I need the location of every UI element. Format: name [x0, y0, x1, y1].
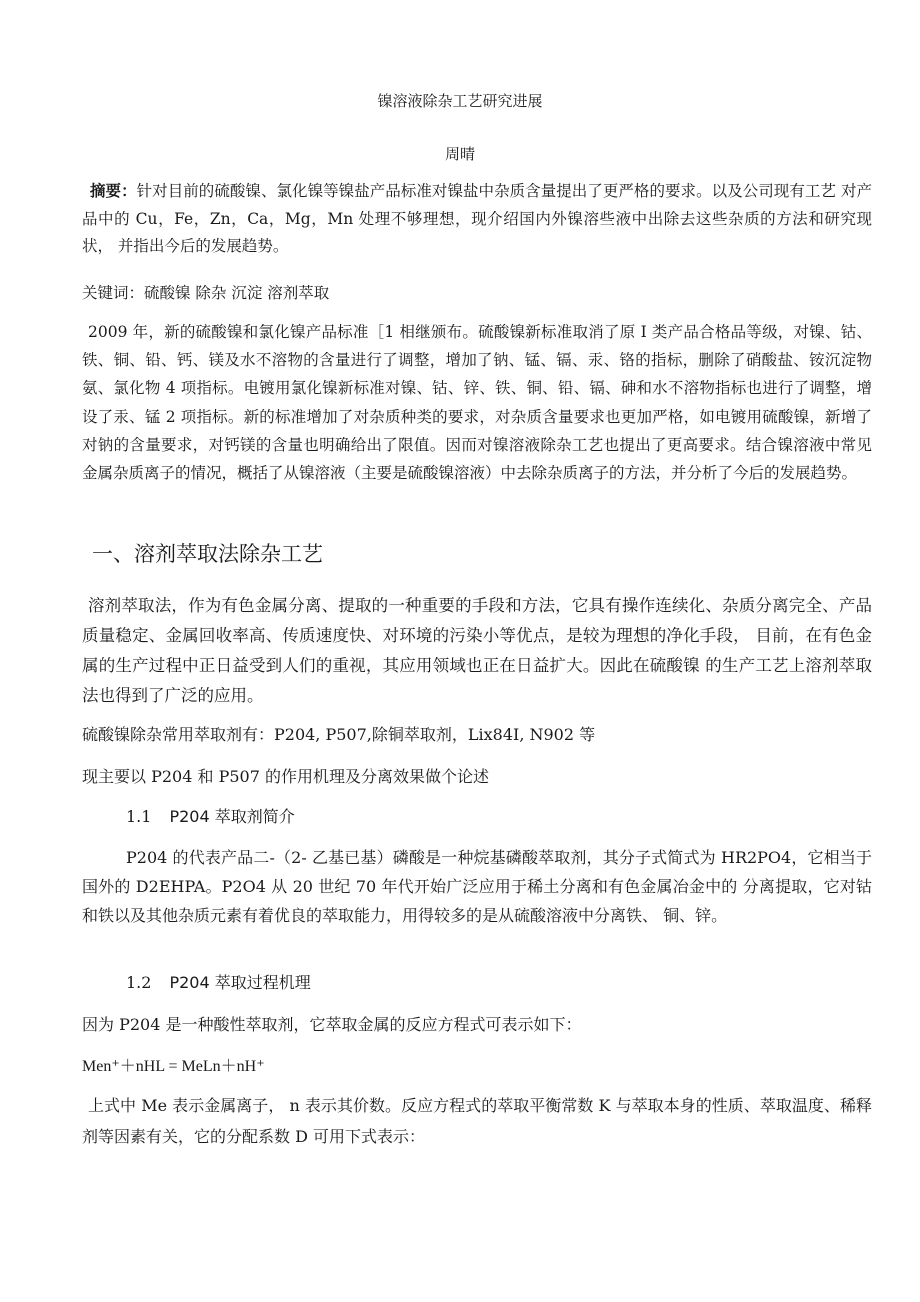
extractants-line: 硫酸镍除杂常用萃取剂有：P204, P507,除铜萃取剂，Lix84I, N902 等 — [82, 725, 596, 744]
section-1-heading: 一、溶剂萃取法除杂工艺 — [92, 542, 323, 566]
subsection-title: P204 萃取过程机理 — [169, 973, 311, 992]
abstract-paragraph — [82, 178, 872, 261]
subsection-1-2-heading — [126, 970, 311, 993]
keywords-line: 关键词：硫酸镍 除杂 沉淀 溶剂萃取 — [82, 284, 330, 302]
subsection-number: 1.1 — [126, 807, 152, 826]
section-1-paragraph: 溶剂萃取法，作为有色金属分离、提取的一种重要的手段和方法，它具有操作连续化、杂质分离完全、产品质量稳定、金属回收率高、传质速度快、对环境的污染小等优点，是较为理想的净化手段， 目前，在有色金属的生产过程中正日益受到人们的重视，其应用领域也正在日益扩大。因此在硫酸镍 的生产工艺上溶剂萃取法也得到了广泛的应用。 — [82, 596, 872, 705]
author-name: 周晴 — [444, 145, 475, 163]
intro-paragraph: 2009 年，新的硫酸镍和氯化镍产品标准［1 相继颁布。硫酸镍新标准取消了原 I 类产品合格品等级，对镍、钴、 铁、铜、铅、钙、镁及水不溶物的含量进行了调整，增加了钠、锰、镉、汞、铬的指标，删除了硝酸盐、铵沉淀物 氨、氯化物 4 项指标。电镀用氯化镍新标准对镍、钴、锌、铁、铜、铅、镉、砷和水不溶物指标也进行了调整，增 设了汞、锰 2 项指标。新的标准增加了对杂质种类的要求，对杂质含量要求也更加严格，如电镀用硫酸镍，新增了 对钠的含量要求，对钙镁的含量也明确给出了限值。因而对镍溶液除杂工艺也提出了更高要求。结合镍溶液中常见 金属杂质离子的情况，概括了从镍溶液（主要是硫酸镍溶液）中去除杂质离子的方法，并分析了今后的发展趋势。 — [82, 323, 872, 483]
abstract-label: 摘要： — [90, 182, 137, 200]
subsection-number: 1.2 — [126, 973, 152, 992]
reaction-formula: Men⁺＋nHL = MeLn＋nH⁺ — [82, 1058, 265, 1075]
mechanism-intro-line: 现主要以 P204 和 P507 的作用机理及分离效果做个论述 — [82, 767, 489, 786]
p204-intro-paragraph: P204 的代表产品二-（2- 乙基已基）磷酸是一种烷基磷酸萃取剂，其分子式简式为 HR2PO4，它相当于国外的 D2EHPA。P2O4 从 20 世纪 70 年代开始广泛应用于稀土分离和有色金属冶金中的 分离提取，它对钴和铁以及其他杂质元素有着优良的萃取能力，用得较多的是从硫酸溶液中分离铁、 铜、锌。 — [82, 848, 872, 925]
abstract-text: 针对目前的硫酸镍、氯化镍等镍盐产品标准对镍盐中杂质含量提出了更严格的要求。以及公司现有工艺 对产品中的 Cu，Fe，Zn，Ca，Mg，Mn 处理不够理想，现介绍国内外镍溶些液中出除去这些杂质的方法和研究现状， 并指出今后的发展趋势。 — [82, 182, 872, 255]
subsection-1-1-heading — [126, 804, 295, 827]
distribution-paragraph: 上式中 Me 表示金属离子， n 表示其价数。反应方程式的萃取平衡常数 K 与萃取本身的性质、萃取温度、稀释剂等因素有关，它的分配系数 D 可用下式表示： — [82, 1096, 872, 1146]
document-title: 镍溶液除杂工艺研究进展 — [377, 92, 543, 110]
reaction-intro-line: 因为 P204 是一种酸性萃取剂，它萃取金属的反应方程式可表示如下： — [82, 1015, 582, 1034]
subsection-title: P204 萃取剂简介 — [169, 807, 295, 826]
